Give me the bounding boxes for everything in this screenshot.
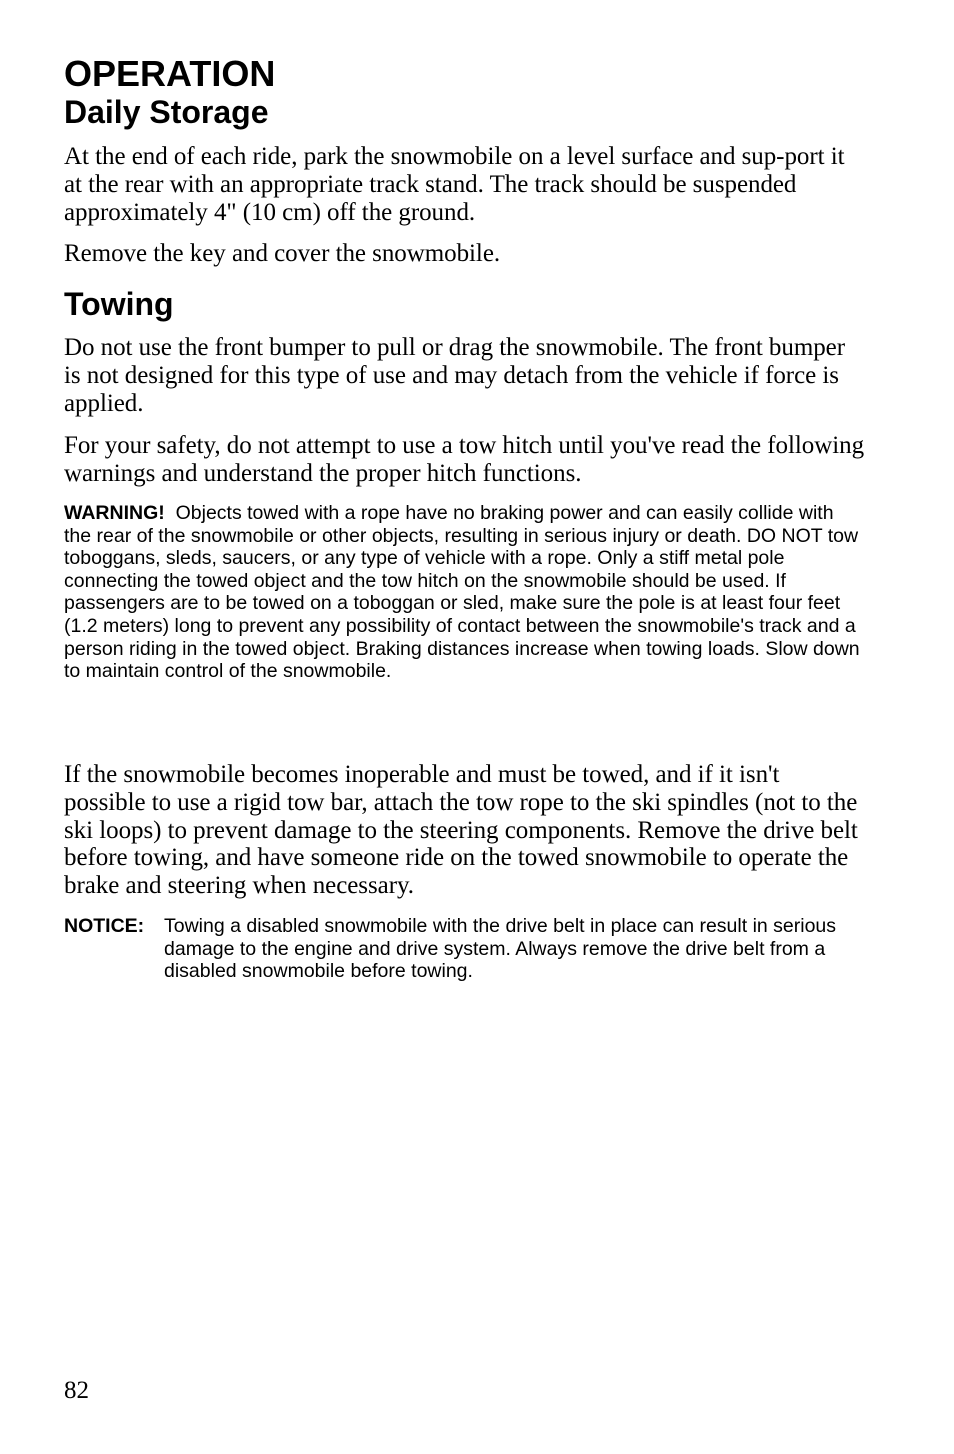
towing-paragraph-1: Do not use the front bumper to pull or drag the snowmobile. The front bumper is not designed for this type of use and may detach from the vehicle if force is applied. [64, 334, 846, 417]
warning-label: WARNING! [64, 502, 165, 524]
daily-storage-paragraph-2: Remove the key and cover the snowmobile. [64, 240, 501, 267]
daily-storage-paragraph-1: At the end of each ride, park the snowmobile on a level surface and sup-port it at the rear with an appropriate track stand. The track should be suspended approximately 4" (10 cm) off the ground. [64, 143, 845, 226]
notice-label: NOTICE: [64, 915, 145, 937]
towing-paragraph-2: For your safety, do not attempt to use a tow hitch until you've read the following warnings and understand the proper hitch functions. [64, 432, 865, 487]
section-title: OPERATION [64, 53, 276, 94]
notice-text: Towing a disabled snowmobile with the drive belt in place can result in serious damage to the engine and drive system. Always remove the drive belt from a disabled snowmobile before towing. [164, 915, 837, 983]
notice-block [64, 915, 864, 983]
daily-storage-heading: Daily Storage [64, 94, 269, 130]
towing-paragraph-3: If the snowmobile becomes inoperable and must be towed, and if it isn't possible to use a rigid tow bar, attach the tow rope to the ski spindles (not to the ski loops) to prevent damage to the steering components. Remove the drive belt before towing, and have someone ride on the towed snowmobile to operate the brake and steering when necessary. [64, 761, 858, 900]
page-number: 82 [64, 1377, 89, 1404]
warning-block [64, 502, 864, 683]
towing-heading: Towing [64, 286, 174, 322]
warning-text: Objects towed with a rope have no braking power and can easily collide with the rear of the snowmobile or other objects, resulting in serious injury or death. DO NOT tow toboggans, sleds, saucers, or any type of vehicle with a rope. Only a stiff metal pole connecting the towed object and the tow hitch on the snowmobile should be used. If passengers are to be towed on a toboggan or sled, make sure the pole is at least four feet (1.2 meters) long to prevent any possibility of contact between the snowmobile's track and a person riding in the towed object. Braking distances increase when towing loads. Slow down to maintain control of the snowmobile. [64, 502, 860, 683]
